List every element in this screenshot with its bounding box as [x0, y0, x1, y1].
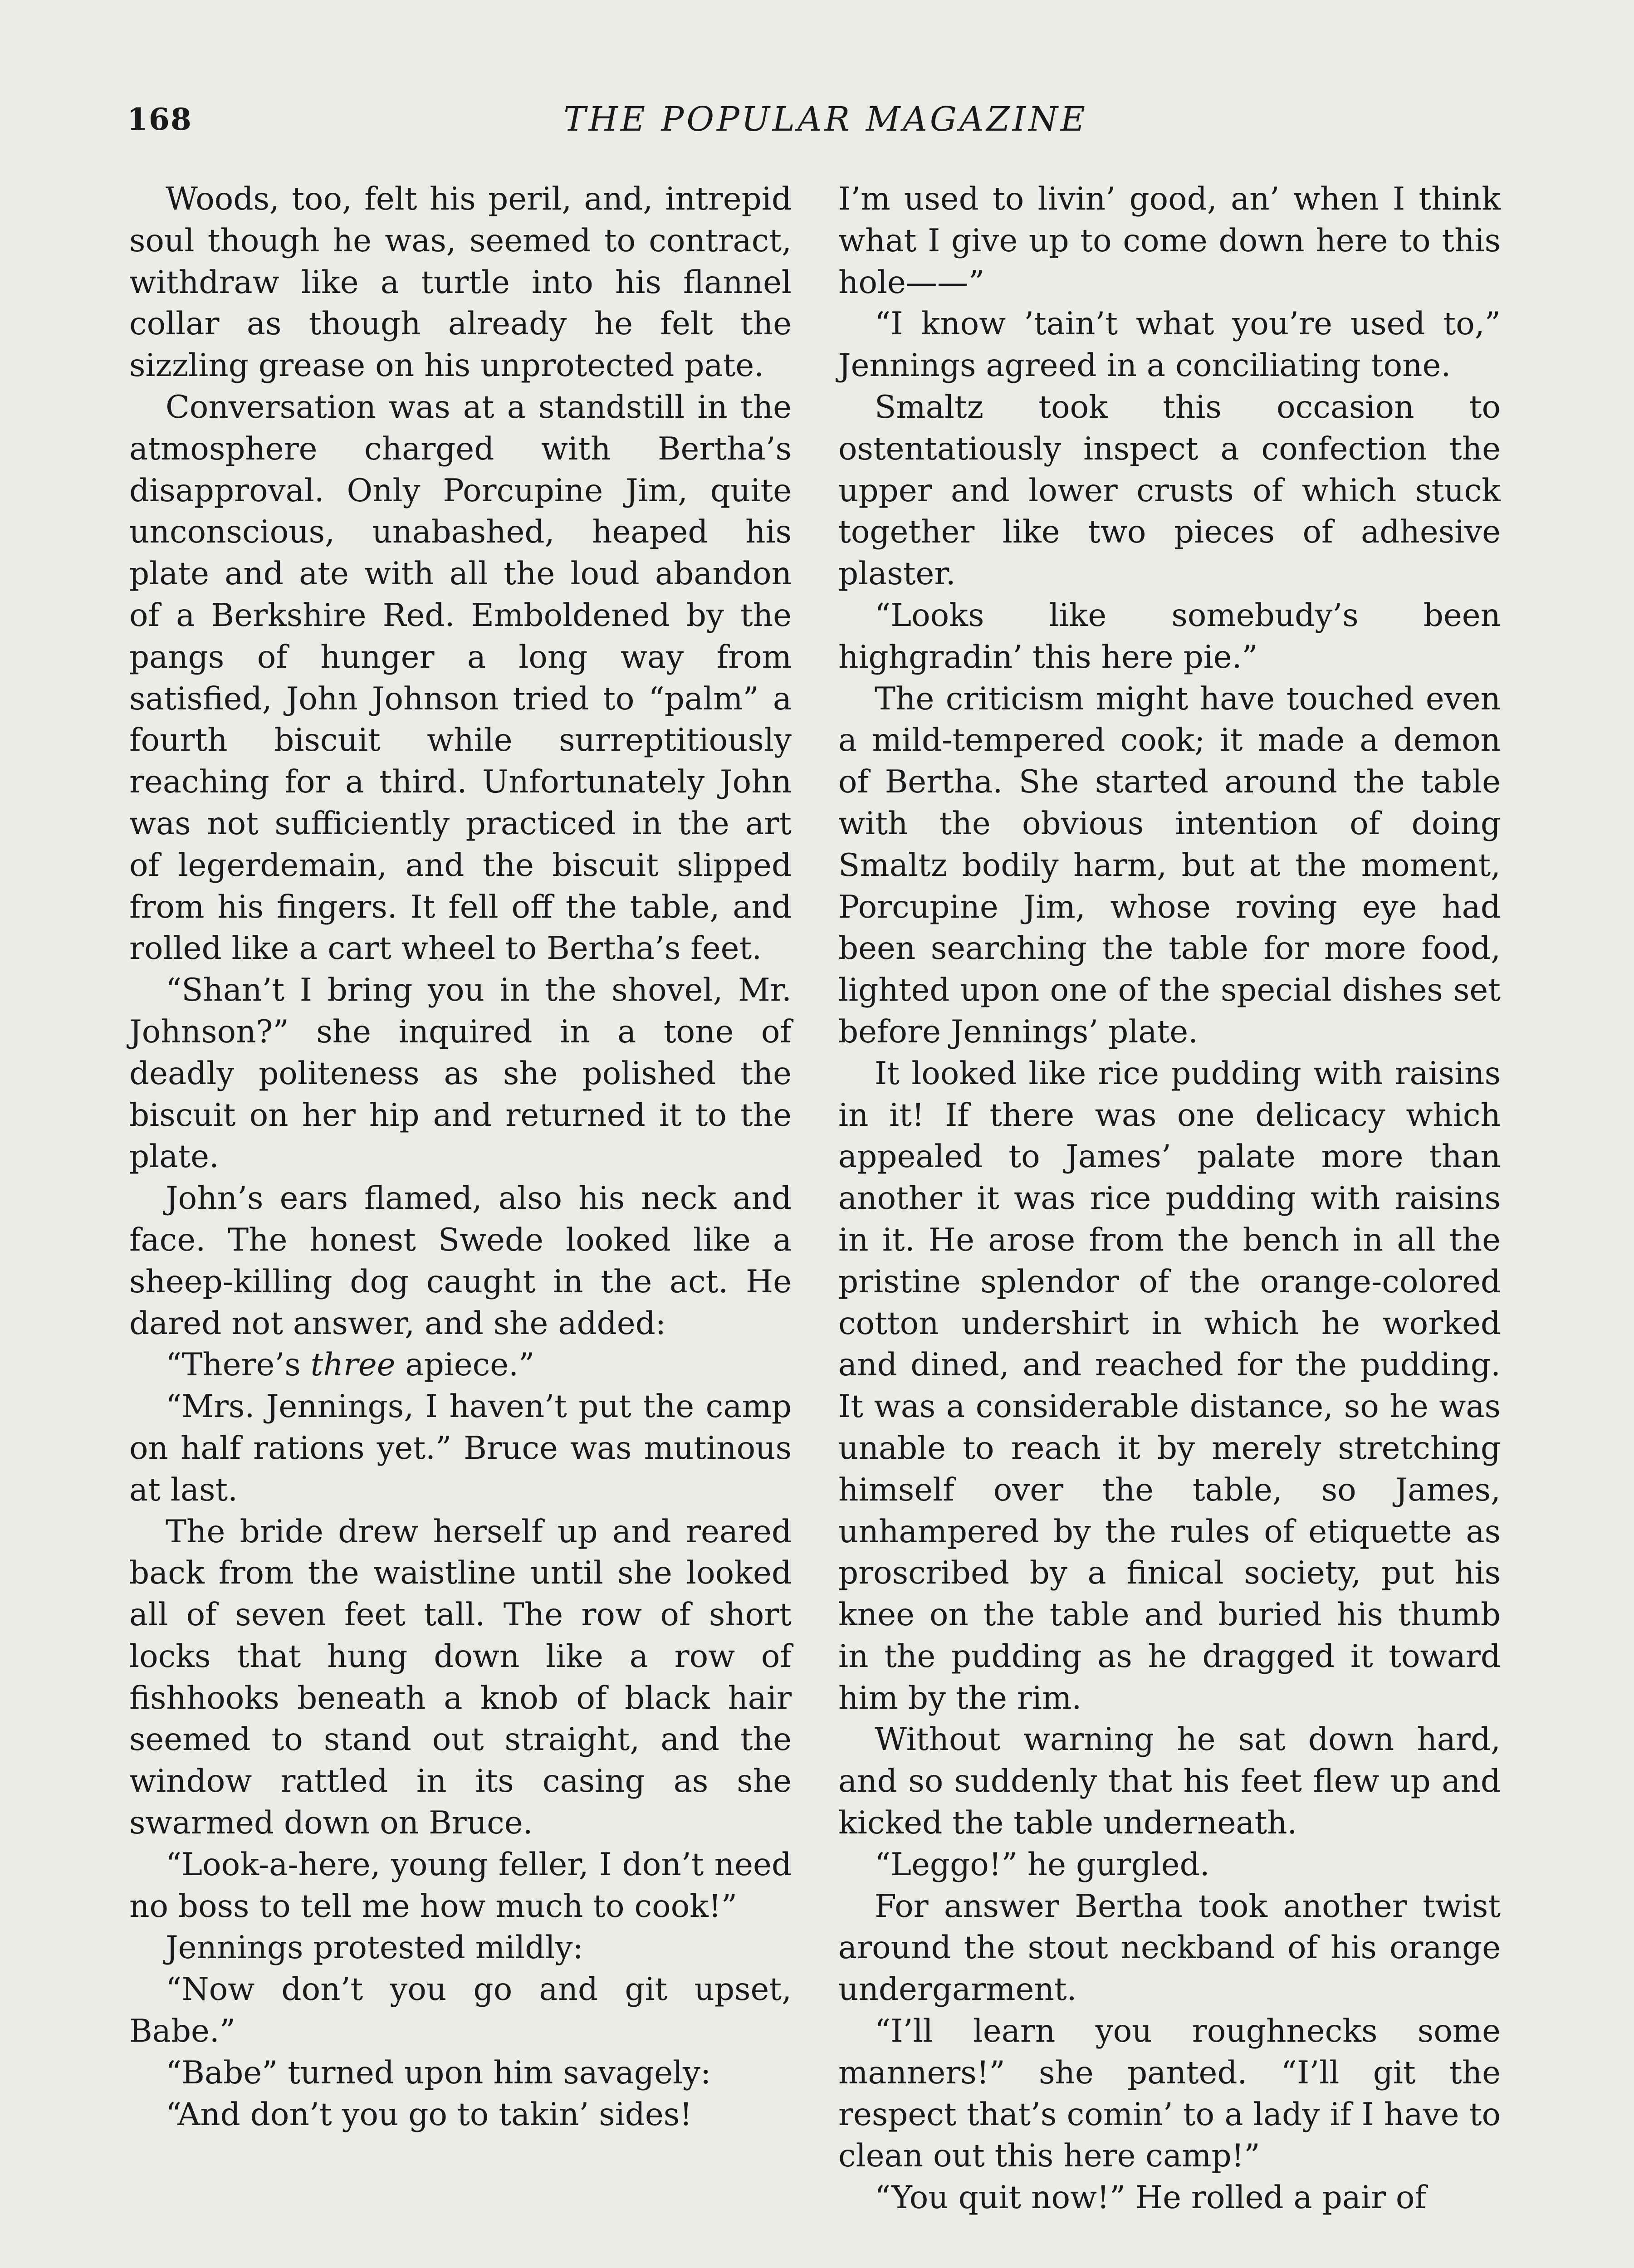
emphasis: three	[310, 1347, 396, 1383]
paragraph: I’m used to livin’ good, an’ when I think what I give up to come down here to this hole——”	[838, 181, 1501, 301]
running-head: THE POPULAR MAGAZINE	[563, 100, 1088, 139]
paragraph: “And don’t you go to takin’ sides!	[166, 2096, 692, 2133]
paragraph: “You quit now!” He rolled a pair of	[875, 2180, 1426, 2216]
paragraph: “Now don’t you go and git upset, Babe.”	[129, 1971, 792, 2050]
paragraph: Jennings protested mildly:	[166, 1930, 583, 1966]
paragraph: “Looks like somebudy’s been highgradin’ this here pie.”	[838, 597, 1501, 675]
paragraph: Woods, too, felt his peril, and, intrepid soul though he was, seemed to contract, withdraw like a turtle into his flannel collar as though already he felt the sizzling grease on his unprotected pate.	[129, 181, 792, 384]
paragraph: “Leggo!” he gurgled.	[875, 1846, 1210, 1883]
paragraph: “Look-a-here, young feller, I don’t need no boss to tell me how much to cook!”	[129, 1846, 792, 1925]
paragraph: Without warning he sat down hard, and so suddenly that his feet flew up and kicked the table underneath.	[838, 1721, 1501, 1842]
right-column	[838, 179, 1501, 2219]
paragraph: Smaltz took this occasion to ostentatiously inspect a confection the upper and lower crusts of which stuck together like two pieces of adhesive plaster.	[838, 389, 1501, 592]
paragraph: “I’ll learn you roughnecks some manners!” she panted. “I’ll git the respect that’s comin’ to a lady if I have to clean out this here camp!”	[838, 2013, 1501, 2175]
paragraph: Conversation was at a standstill in the atmosphere charged with Bertha’s disapproval. Only Porcupine Jim, quite unconscious, unabashed, heaped his plate and ate with all the loud abandon of a Berkshire Red. Emboldened by the pangs of hunger a long way from satisfied, John Johnson tried to “palm” a fourth biscuit while surreptitiously reaching for a third. Unfortunately John was not sufficiently practiced in the art of legerdemain, and the biscuit slipped from his fingers. It fell off the table, and rolled like a cart wheel to Bertha’s feet.	[129, 389, 792, 967]
paragraph: “Mrs. Jennings, I haven’t put the camp on half rations yet.” Bruce was mutinous at last.	[129, 1388, 792, 1508]
paragraph: For answer Bertha took another twist around the stout neckband of his orange undergarment.	[838, 1888, 1501, 2008]
paragraph: “I know ’tain’t what you’re used to,” Jennings agreed in a conciliating tone.	[838, 306, 1501, 384]
paragraph: The bride drew herself up and reared back from the waistline until she looked all of seven feet tall. The row of short locks that hung down like a row of fishhooks beneath a knob of black hair seemed to stand out straight, and the window rattled in its casing as she swarmed down on Bruce.	[129, 1513, 792, 1842]
paragraph: The criticism might have touched even a mild-tempered cook; it made a demon of Bertha. She started around the table with the obvious intention of doing Smaltz bodily harm, but at the moment, Porcupine Jim, whose roving eye had been searching the table for more food, lighted upon one of the special dishes set before Jennings’ plate.	[838, 680, 1501, 1050]
paragraph: “There’s three apiece.”	[166, 1347, 535, 1383]
paragraph: John’s ears flamed, also his neck and face. The honest Swede looked like a sheep-killing dog caught in the act. He dared not answer, and she added:	[129, 1180, 792, 1342]
paragraph: “Babe” turned upon him savagely:	[166, 2054, 711, 2091]
page-number: 168	[127, 102, 192, 137]
paragraph: “Shan’t I bring you in the shovel, Mr. Johnson?” she inquired in a tone of deadly politeness as she polished the biscuit on her hip and returned it to the plate.	[129, 972, 792, 1175]
paragraph: It looked like rice pudding with raisins in it! If there was one delicacy which appealed to James’ palate more than another it was rice pudding with raisins in it. He arose from the bench in all the pristine splendor of the orange-colored cotton undershirt in which he worked and dined, and reached for the pudding. It was a considerable distance, so he was unable to reach it by merely stretching himself over the table, so James, unhampered by the rules of etiquette as proscribed by a finical society, put his knee on the table and buried his thumb in the pudding as he dragged it toward him by the rim.	[838, 1055, 1501, 1716]
left-column	[129, 179, 792, 2136]
